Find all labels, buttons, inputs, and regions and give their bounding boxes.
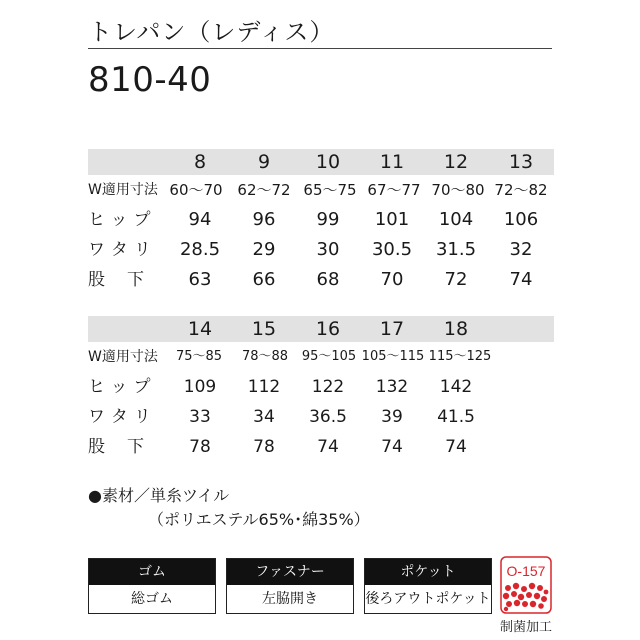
size-label: 17 [379,318,405,340]
title-divider [88,48,552,49]
spec-value: 左脇開き [262,591,318,607]
size-label: 14 [187,318,213,340]
table-cell: 30.5 [371,239,413,260]
table-row-inseam [88,265,554,295]
size-label: 12 [443,151,469,173]
table-cell: 115〜125 [428,349,492,364]
spec-head: ゴム [89,559,215,585]
table-cell: 34 [253,407,275,427]
table-cell: 78 [189,437,211,457]
antibacterial-badge-icon [500,556,552,618]
table-cell: 32 [509,239,533,260]
table-cell: 29 [252,239,276,260]
row-label: 股下 [88,437,166,457]
badge-label: 制菌加工 [499,620,552,635]
spec-value: 総ゴム [131,591,173,607]
table-cell: 67〜77 [367,181,421,199]
table-cell: 39 [381,407,403,427]
table-cell: 95〜105 [301,349,357,364]
material-line: ●素材／単糸ツイル [88,486,230,505]
size-label: 18 [443,318,469,340]
row-label: W適用寸法 [88,182,158,198]
spec-head: ファスナー [227,559,353,585]
table-cell: 74 [381,437,403,457]
table-cell: 70 [380,269,404,290]
size-header-row [88,149,554,175]
table-cell: 101 [374,209,410,230]
size-header-row [88,316,554,342]
table-cell: 70〜80 [431,181,485,199]
spec-box-waist [88,558,216,614]
table-row-inseam [88,432,554,462]
table-cell: 105〜115 [361,349,425,364]
table-cell: 74 [317,437,339,457]
table-cell: 104 [438,209,474,230]
table-cell: 31.5 [435,239,477,260]
table-cell: 36.5 [309,407,347,427]
table-cell: 28.5 [179,239,221,260]
product-number: 810-40 [88,60,212,100]
badge-code: O-157 [506,563,546,579]
table-row-thigh [88,402,554,432]
page-title: トレパン（レディス） [88,18,335,46]
size-label: 16 [315,318,341,340]
row-label: W適用寸法 [88,349,158,365]
table-row-hip [88,205,554,235]
table-cell: 41.5 [437,407,475,427]
table-cell: 112 [247,377,281,397]
row-label: ワタリ [88,407,157,427]
table-cell: 60〜70 [169,181,223,199]
row-label: ヒップ [88,377,157,397]
table-row-waist [88,342,554,372]
row-label: 股下 [88,270,166,290]
size-table-2 [88,316,554,462]
table-cell: 78〜88 [241,349,289,364]
table-cell: 68 [316,269,340,290]
spec-head: ポケット [365,559,491,585]
table-cell: 66 [252,269,276,290]
table-row-hip [88,372,554,402]
table-cell: 65〜75 [303,181,357,199]
table-cell: 99 [316,209,340,230]
row-label: ヒップ [88,210,157,230]
table-cell: 78 [253,437,275,457]
table-cell: 63 [188,269,212,290]
table-cell: 72 [444,269,468,290]
spec-box-pocket [364,558,492,614]
size-label: 15 [251,318,277,340]
table-cell: 30 [316,239,340,260]
size-label: 10 [315,151,341,173]
table-cell: 74 [445,437,467,457]
material-info [88,484,370,532]
size-table-1 [88,149,554,295]
table-cell: 106 [503,209,539,230]
table-cell: 94 [188,209,212,230]
size-label: 9 [257,151,271,173]
spec-value: 後ろアウトポケット [365,591,491,607]
table-cell: 96 [252,209,276,230]
table-cell: 109 [183,377,217,397]
table-row-waist [88,175,554,205]
table-cell: 132 [375,377,409,397]
table-cell: 62〜72 [237,181,291,199]
size-label: 8 [193,151,207,173]
table-cell: 33 [189,407,211,427]
size-label: 11 [379,151,405,173]
spec-box-zipper [226,558,354,614]
row-label: ワタリ [88,240,157,260]
table-cell: 75〜85 [175,349,223,364]
table-cell: 142 [439,377,473,397]
table-cell: 72〜82 [494,181,548,199]
table-row-thigh [88,235,554,265]
material-composition: （ポリエステル65%･綿35%） [148,510,370,529]
size-label: 13 [508,151,534,173]
table-cell: 74 [509,269,533,290]
table-cell: 122 [311,377,345,397]
